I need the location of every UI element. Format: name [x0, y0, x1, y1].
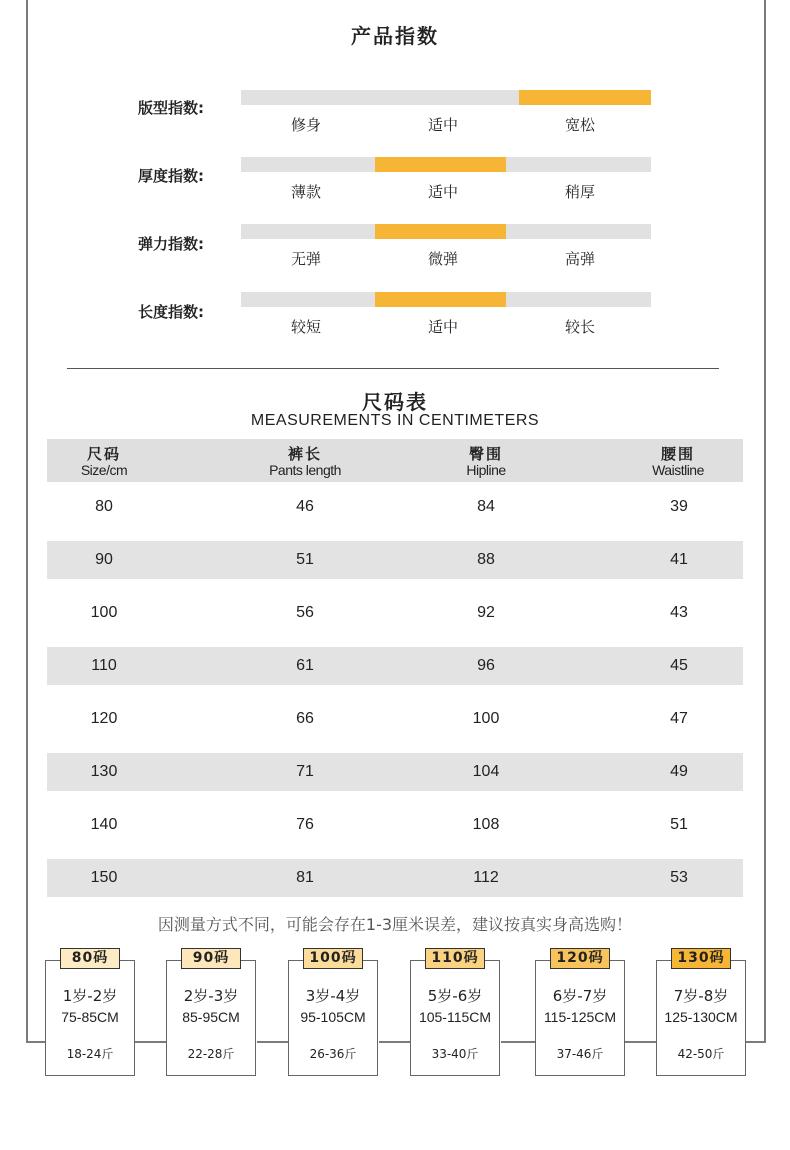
size-card — [535, 960, 625, 1076]
card-height: 85-95CM — [182, 1009, 240, 1025]
card-age: 5岁-6岁 — [427, 987, 483, 1005]
cell-waistline: 41 — [670, 551, 688, 568]
cell-pants-length: 76 — [296, 816, 314, 833]
size-card — [166, 960, 256, 1076]
cell-size: 80 — [95, 498, 113, 515]
cell-hipline: 112 — [473, 869, 499, 886]
table-row — [47, 647, 743, 685]
table-row — [47, 488, 743, 526]
cell-size: 120 — [90, 710, 118, 727]
column-header-en: Waistline — [652, 462, 704, 478]
card-height: 105-115CM — [418, 1009, 492, 1025]
cell-waistline: 53 — [670, 869, 688, 886]
cell-waistline: 47 — [670, 710, 688, 727]
cell-pants-length: 56 — [296, 604, 314, 621]
card-age: 6岁-7岁 — [552, 987, 608, 1005]
cell-waistline: 45 — [670, 657, 688, 674]
column-header-en: Pants length — [269, 462, 341, 478]
size-card — [656, 960, 746, 1076]
cell-pants-length: 81 — [296, 869, 314, 886]
index-option-selected: 适中 — [427, 318, 458, 336]
size-tag: 130码 — [671, 948, 731, 969]
cell-pants-length: 46 — [296, 498, 314, 515]
frame-bottom-line — [501, 1041, 535, 1043]
size-card — [410, 960, 500, 1076]
card-height: 75-85CM — [61, 1009, 119, 1025]
product-index-title: 产品指数 — [351, 24, 439, 48]
cell-hipline: 104 — [472, 763, 500, 780]
index-bar-elasticity — [241, 224, 651, 239]
cell-size: 140 — [90, 816, 118, 833]
size-tag: 110码 — [425, 948, 485, 969]
column-header-en: Hipline — [466, 462, 506, 478]
cell-waistline: 39 — [670, 498, 688, 515]
cell-size: 130 — [90, 763, 118, 780]
index-option: 薄款 — [290, 183, 321, 201]
section-divider — [67, 368, 719, 369]
frame-bottom-line — [257, 1041, 288, 1043]
table-row — [47, 859, 743, 897]
cell-pants-length: 71 — [296, 763, 314, 780]
size-tag: 120码 — [550, 948, 610, 969]
table-row — [47, 700, 743, 738]
cell-size: 150 — [90, 869, 118, 886]
card-height: 95-105CM — [300, 1009, 366, 1025]
frame-bottom-line — [135, 1041, 166, 1043]
index-label-thickness: 厚度指数: — [138, 167, 204, 185]
cell-hipline: 92 — [477, 604, 495, 621]
size-chart-subtitle: MEASUREMENTS IN CENTIMETERS — [250, 412, 540, 429]
cell-waistline: 51 — [670, 816, 688, 833]
card-weight: 22-28斤 — [187, 1047, 235, 1061]
size-card — [45, 960, 135, 1076]
card-height: 115-125CM — [543, 1009, 617, 1025]
frame-bottom-line — [625, 1041, 656, 1043]
card-age: 3岁-4岁 — [305, 987, 361, 1005]
table-row — [47, 753, 743, 791]
index-bar-length — [241, 292, 651, 307]
size-tag: 100码 — [303, 948, 363, 969]
cell-hipline: 108 — [472, 816, 500, 833]
size-table-header — [47, 439, 743, 482]
cell-size: 110 — [91, 657, 117, 674]
index-label-elasticity: 弹力指数: — [138, 235, 204, 253]
table-row — [47, 806, 743, 844]
size-card — [288, 960, 378, 1076]
index-option-selected: 微弹 — [427, 250, 458, 268]
index-bar-highlight — [375, 157, 506, 172]
cell-size: 100 — [90, 604, 118, 621]
index-label-length: 长度指数: — [138, 303, 204, 321]
cell-hipline: 84 — [477, 498, 495, 515]
card-age: 1岁-2岁 — [62, 987, 118, 1005]
column-header-cn: 臀围 — [468, 445, 503, 463]
index-bar-highlight — [375, 224, 506, 239]
column-header-cn: 尺码 — [86, 445, 121, 463]
index-bar-highlight — [375, 292, 506, 307]
card-weight: 26-36斤 — [309, 1047, 357, 1061]
column-header-cn: 腰围 — [660, 445, 695, 463]
card-age: 7岁-8岁 — [673, 987, 729, 1005]
card-weight: 37-46斤 — [556, 1047, 604, 1061]
card-height: 125-130CM — [664, 1009, 738, 1025]
cell-waistline: 43 — [670, 604, 688, 621]
frame-bottom-line — [26, 1041, 46, 1043]
cell-waistline: 49 — [670, 763, 688, 780]
index-option: 修身 — [290, 116, 321, 134]
card-weight: 33-40斤 — [431, 1047, 479, 1061]
index-option: 适中 — [427, 116, 458, 134]
cell-hipline: 100 — [472, 710, 500, 727]
column-header-en: Size/cm — [80, 462, 128, 478]
cell-size: 90 — [95, 551, 113, 568]
index-label-fit: 版型指数: — [138, 99, 204, 117]
index-option-selected: 适中 — [427, 183, 458, 201]
index-option: 较长 — [564, 318, 595, 336]
size-chart-title: 尺码表 — [362, 390, 428, 414]
cell-hipline: 88 — [477, 551, 495, 568]
measurement-note: 因测量方式不同，可能会存在1-3厘米误差，建议按真实身高选购！ — [157, 915, 633, 934]
cell-pants-length: 61 — [296, 657, 314, 674]
index-bar-thickness — [241, 157, 651, 172]
cell-pants-length: 51 — [296, 551, 314, 568]
card-weight: 18-24斤 — [66, 1047, 114, 1061]
index-option: 高弹 — [564, 250, 595, 268]
cell-hipline: 96 — [477, 657, 495, 674]
index-bar-fit — [241, 90, 651, 105]
frame-right-line — [764, 0, 766, 1043]
table-row — [47, 541, 743, 579]
column-header-cn: 裤长 — [287, 445, 322, 463]
size-tag: 80码 — [60, 948, 120, 969]
cell-pants-length: 66 — [296, 710, 314, 727]
size-tag: 90码 — [181, 948, 241, 969]
index-bar-highlight — [519, 90, 651, 105]
index-option: 较短 — [290, 318, 321, 336]
frame-bottom-line — [746, 1041, 766, 1043]
index-option: 稍厚 — [564, 183, 595, 201]
table-row — [47, 594, 743, 632]
index-option-selected: 宽松 — [564, 116, 595, 134]
card-age: 2岁-3岁 — [183, 987, 239, 1005]
frame-bottom-line — [379, 1041, 410, 1043]
index-option: 无弹 — [290, 250, 321, 268]
card-weight: 42-50斤 — [677, 1047, 725, 1061]
